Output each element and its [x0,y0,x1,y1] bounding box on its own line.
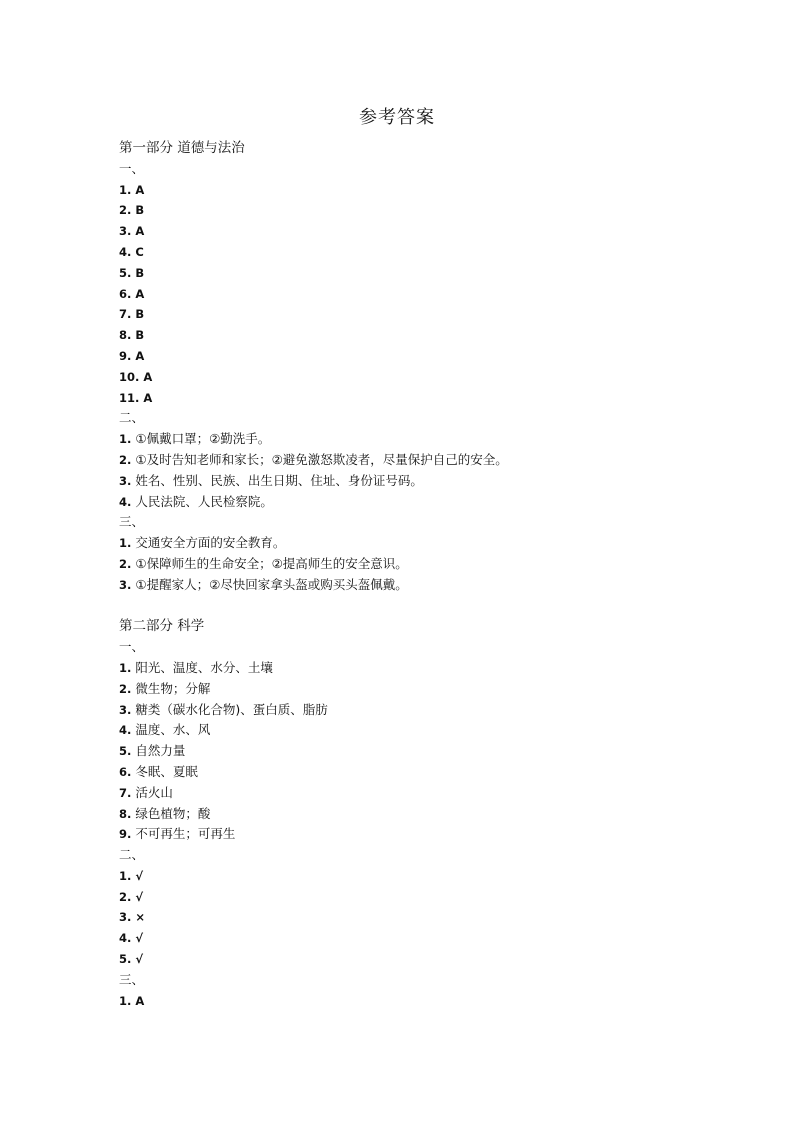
item-text: 自然力量 [135,743,186,759]
list-item: 11. A [119,390,153,405]
item-text: 姓名、性别、民族、出生日期、住址、身份证号码。 [135,472,423,488]
section-spacer [119,596,719,617]
item-number: 7. [119,785,136,800]
item-number: 3. [119,577,136,592]
list-item [119,492,719,513]
item-number: 2. [119,452,136,467]
item-text: ①佩戴口罩；②勤洗手。 [135,431,271,447]
item-text: 绿色植物；酸 [135,805,211,821]
part1-sec1-label: 一、 [119,160,145,176]
list-item [119,533,719,554]
item-number: 3. [119,473,136,488]
list-item: 1. √ [119,868,144,883]
item-number: 6. [119,764,136,779]
item-text: 不可再生；可再生 [135,826,236,842]
item-number: 1. [119,660,136,675]
list-item: 4. √ [119,931,144,946]
list-item [119,658,719,679]
part1-heading: 第一部分 道德与法治 [119,140,245,156]
item-text: 冬眠、夏眠 [135,763,198,779]
list-item [119,783,719,804]
item-number: 1. [119,432,136,447]
list-item [119,824,719,845]
part2-sec1-label: 一、 [119,639,145,655]
list-item [119,700,719,721]
list-item: 10. A [119,369,153,384]
item-text: 温度、水、风 [135,722,211,738]
list-item [119,762,719,783]
item-text: 活火山 [135,784,173,800]
list-item [119,471,719,492]
item-number: 2. [119,556,136,571]
item-text: ①保障师生的生命安全；②提高师生的安全意识。 [135,555,408,571]
item-number: 5. [119,744,136,759]
list-item: 5. B [119,265,145,280]
item-number: 8. [119,806,136,821]
list-item: 4. C [119,244,144,259]
item-number: 9. [119,827,136,842]
list-item [119,429,719,450]
list-item [119,741,719,762]
list-item [119,450,719,471]
answer-content [119,138,719,1011]
part2-sec3-label: 三、 [119,971,145,987]
item-text: 微生物；分解 [135,680,211,696]
list-item [119,575,719,596]
list-item: 2. B [119,203,145,218]
item-text: 糖类（碳水化合物)、蛋白质、脂肪 [135,701,328,717]
list-item: 3. A [119,224,145,239]
item-text: ①及时告知老师和家长；②避免激怒欺凌者，尽量保护自己的安全。 [135,451,508,467]
item-number: 3. [119,702,136,717]
item-text: 交通安全方面的安全教育。 [135,535,286,551]
item-number: 1. [119,536,136,551]
list-item: 7. B [119,307,145,322]
list-item: 2. √ [119,889,144,904]
list-item: 1. A [119,182,145,197]
list-item: 5. √ [119,952,144,967]
item-text: ①提醒家人；②尽快回家拿头盔或购买头盔佩戴。 [135,576,408,592]
list-item [119,679,719,700]
part1-sec2-label: 二、 [119,410,145,426]
list-item: 9. A [119,348,145,363]
list-item [119,720,719,741]
list-item [119,554,719,575]
item-number: 4. [119,494,136,509]
list-item: 8. B [119,328,145,343]
item-number: 2. [119,681,136,696]
list-item [119,804,719,825]
page-title: 参考答案 [359,107,435,128]
part1-sec3-label: 三、 [119,514,145,530]
item-number: 4. [119,723,136,738]
list-item: 6. A [119,286,145,301]
list-item: 1. A [119,993,145,1008]
part2-sec2-label: 二、 [119,847,145,863]
item-text: 人民法院、人民检察院。 [135,493,273,509]
list-item: 3. × [119,910,146,925]
item-text: 阳光、温度、水分、土壤 [135,659,273,675]
part2-heading: 第二部分 科学 [119,618,205,635]
